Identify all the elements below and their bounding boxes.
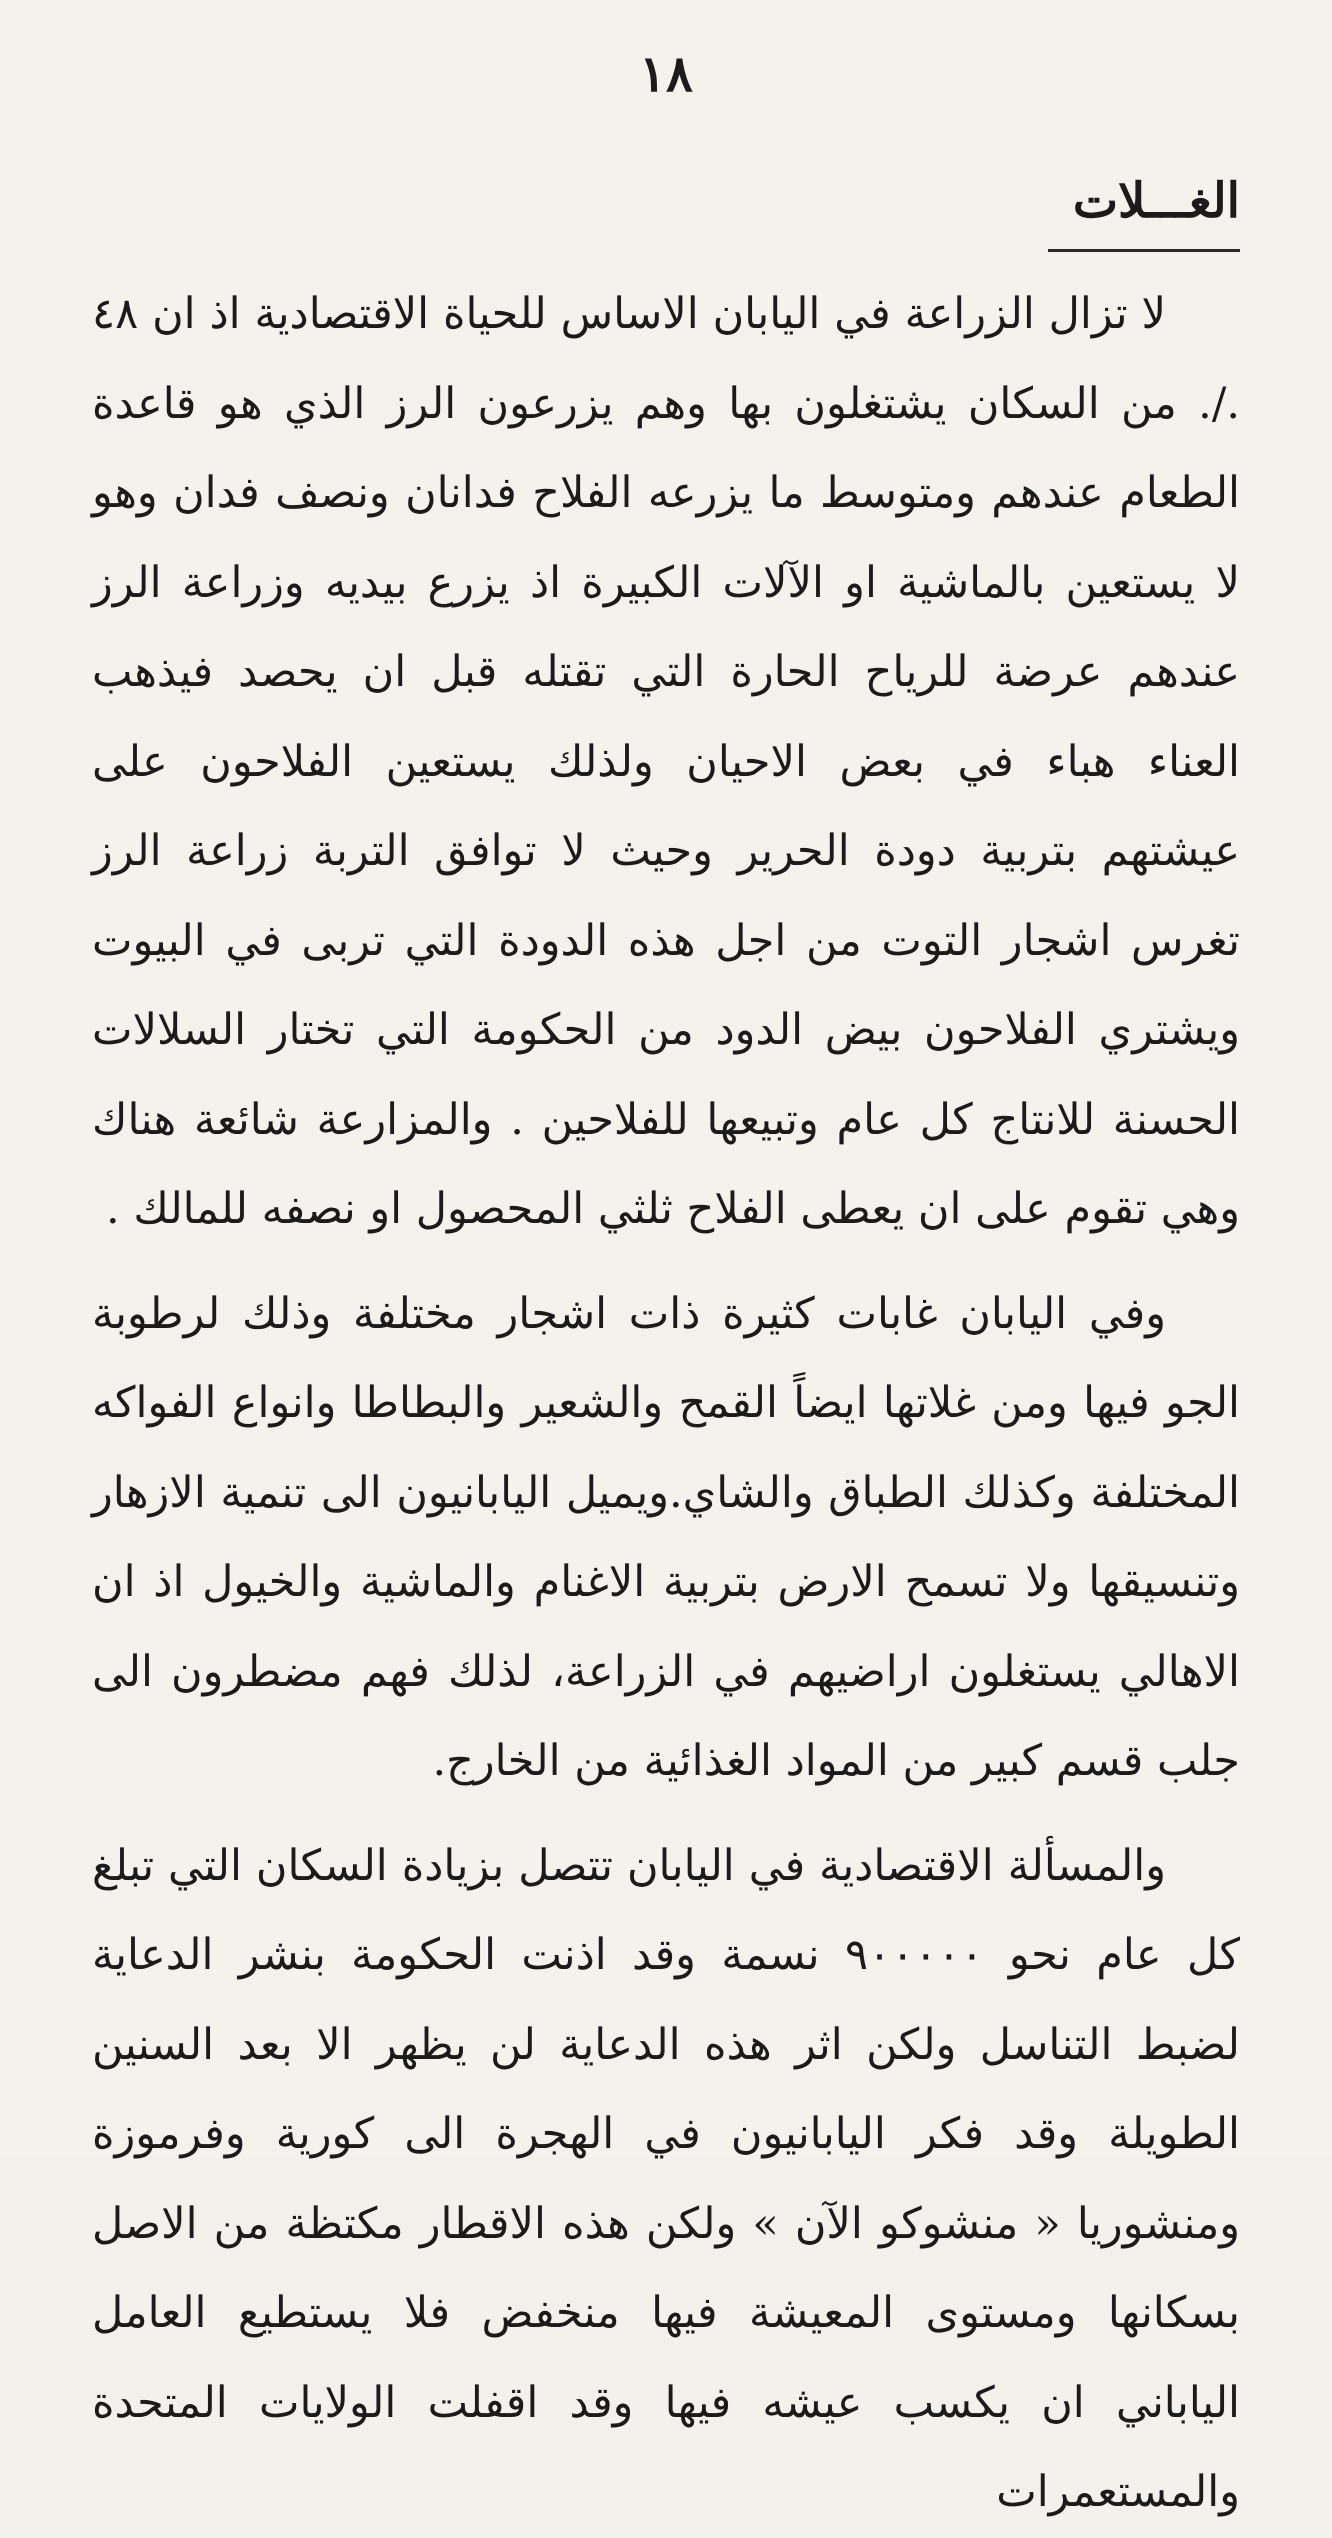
page-number: ١٨ xyxy=(639,44,693,103)
title-underline xyxy=(1048,249,1240,252)
paragraph-forests-crops: وفي اليابان غابات كثيرة ذات اشجار مختلفة وذلك لرطوبة الجو فيها ومن غلاتها ايضاً القمح والشعير والبطاطا وانواع الفواكه المختلفة وكذلك الطباق والشاي.ويميل اليابانيون الى تنمية الازهار وتنسيقها ولا تسمح الارض بتربية الاغنام والماشية والخيول اذ ان الاهالي يستغلون اراضيهم في الزراعة، لذلك فهم مضطرون الى جلب قسم كبير من المواد الغذائية من الخارج. xyxy=(92,1288,1240,1786)
paragraph-economic-question: والمسألة الاقتصادية في اليابان تتصل بزيادة السكان التي تبلغ كل عام نحو ٩٠٠٠٠٠ نسمة وقد اذنت الحكومة بنشر الدعاية لضبط التناسل ولكن اثر هذه الدعاية لن يظهر الا بعد السنين الطويلة وقد فكر اليابانيون في الهجرة الى كورية وفرموزة ومنشوريا « منشوكو الآن » ولكن هذه الاقطار مكتظة من الاصل بسكانها ومستوى المعيشة فيها منخفض فلا يستطيع العامل الياباني ان يكسب عيشه فيها وقد اقفلت الولايات المتحدة والمستعمرات xyxy=(92,1840,1240,2517)
page-body xyxy=(92,270,1240,2538)
section-title: الغـــلات xyxy=(1072,173,1240,229)
paragraph-agriculture: لا تزال الزراعة في اليابان الاساس للحياة الاقتصادية اذ ان ٤٨ ./. من السكان يشتغلون بها وهم يزرعون الرز الذي هو قاعدة الطعام عندهم ومتوسط ما يزرعه الفلاح فدانان ونصف فدان وهو لا يستعين بالماشية او الآلات الكبيرة اذ يزرع بيديه وزراعة الرز عندهم عرضة للرياح الحارة التي تقتله قبل ان يحصد فيذهب العناء هباء في بعض الاحيان ولذلك يستعين الفلاحون على عيشتهم بتربية دودة الحرير وحيث لا توافق التربة زراعة الرز تغرس اشجار التوت من اجل هذه الدودة التي تربى في البيوت ويشتري الفلاحون بيض الدود من الحكومة التي تختار السلالات الحسنة للانتاج كل عام وتبيعها للفلاحين . والمزارعة شائعة هناك وهي تقوم على ان يعطى الفلاح ثلثي المحصول او نصفه للمالك . xyxy=(92,289,1240,1234)
